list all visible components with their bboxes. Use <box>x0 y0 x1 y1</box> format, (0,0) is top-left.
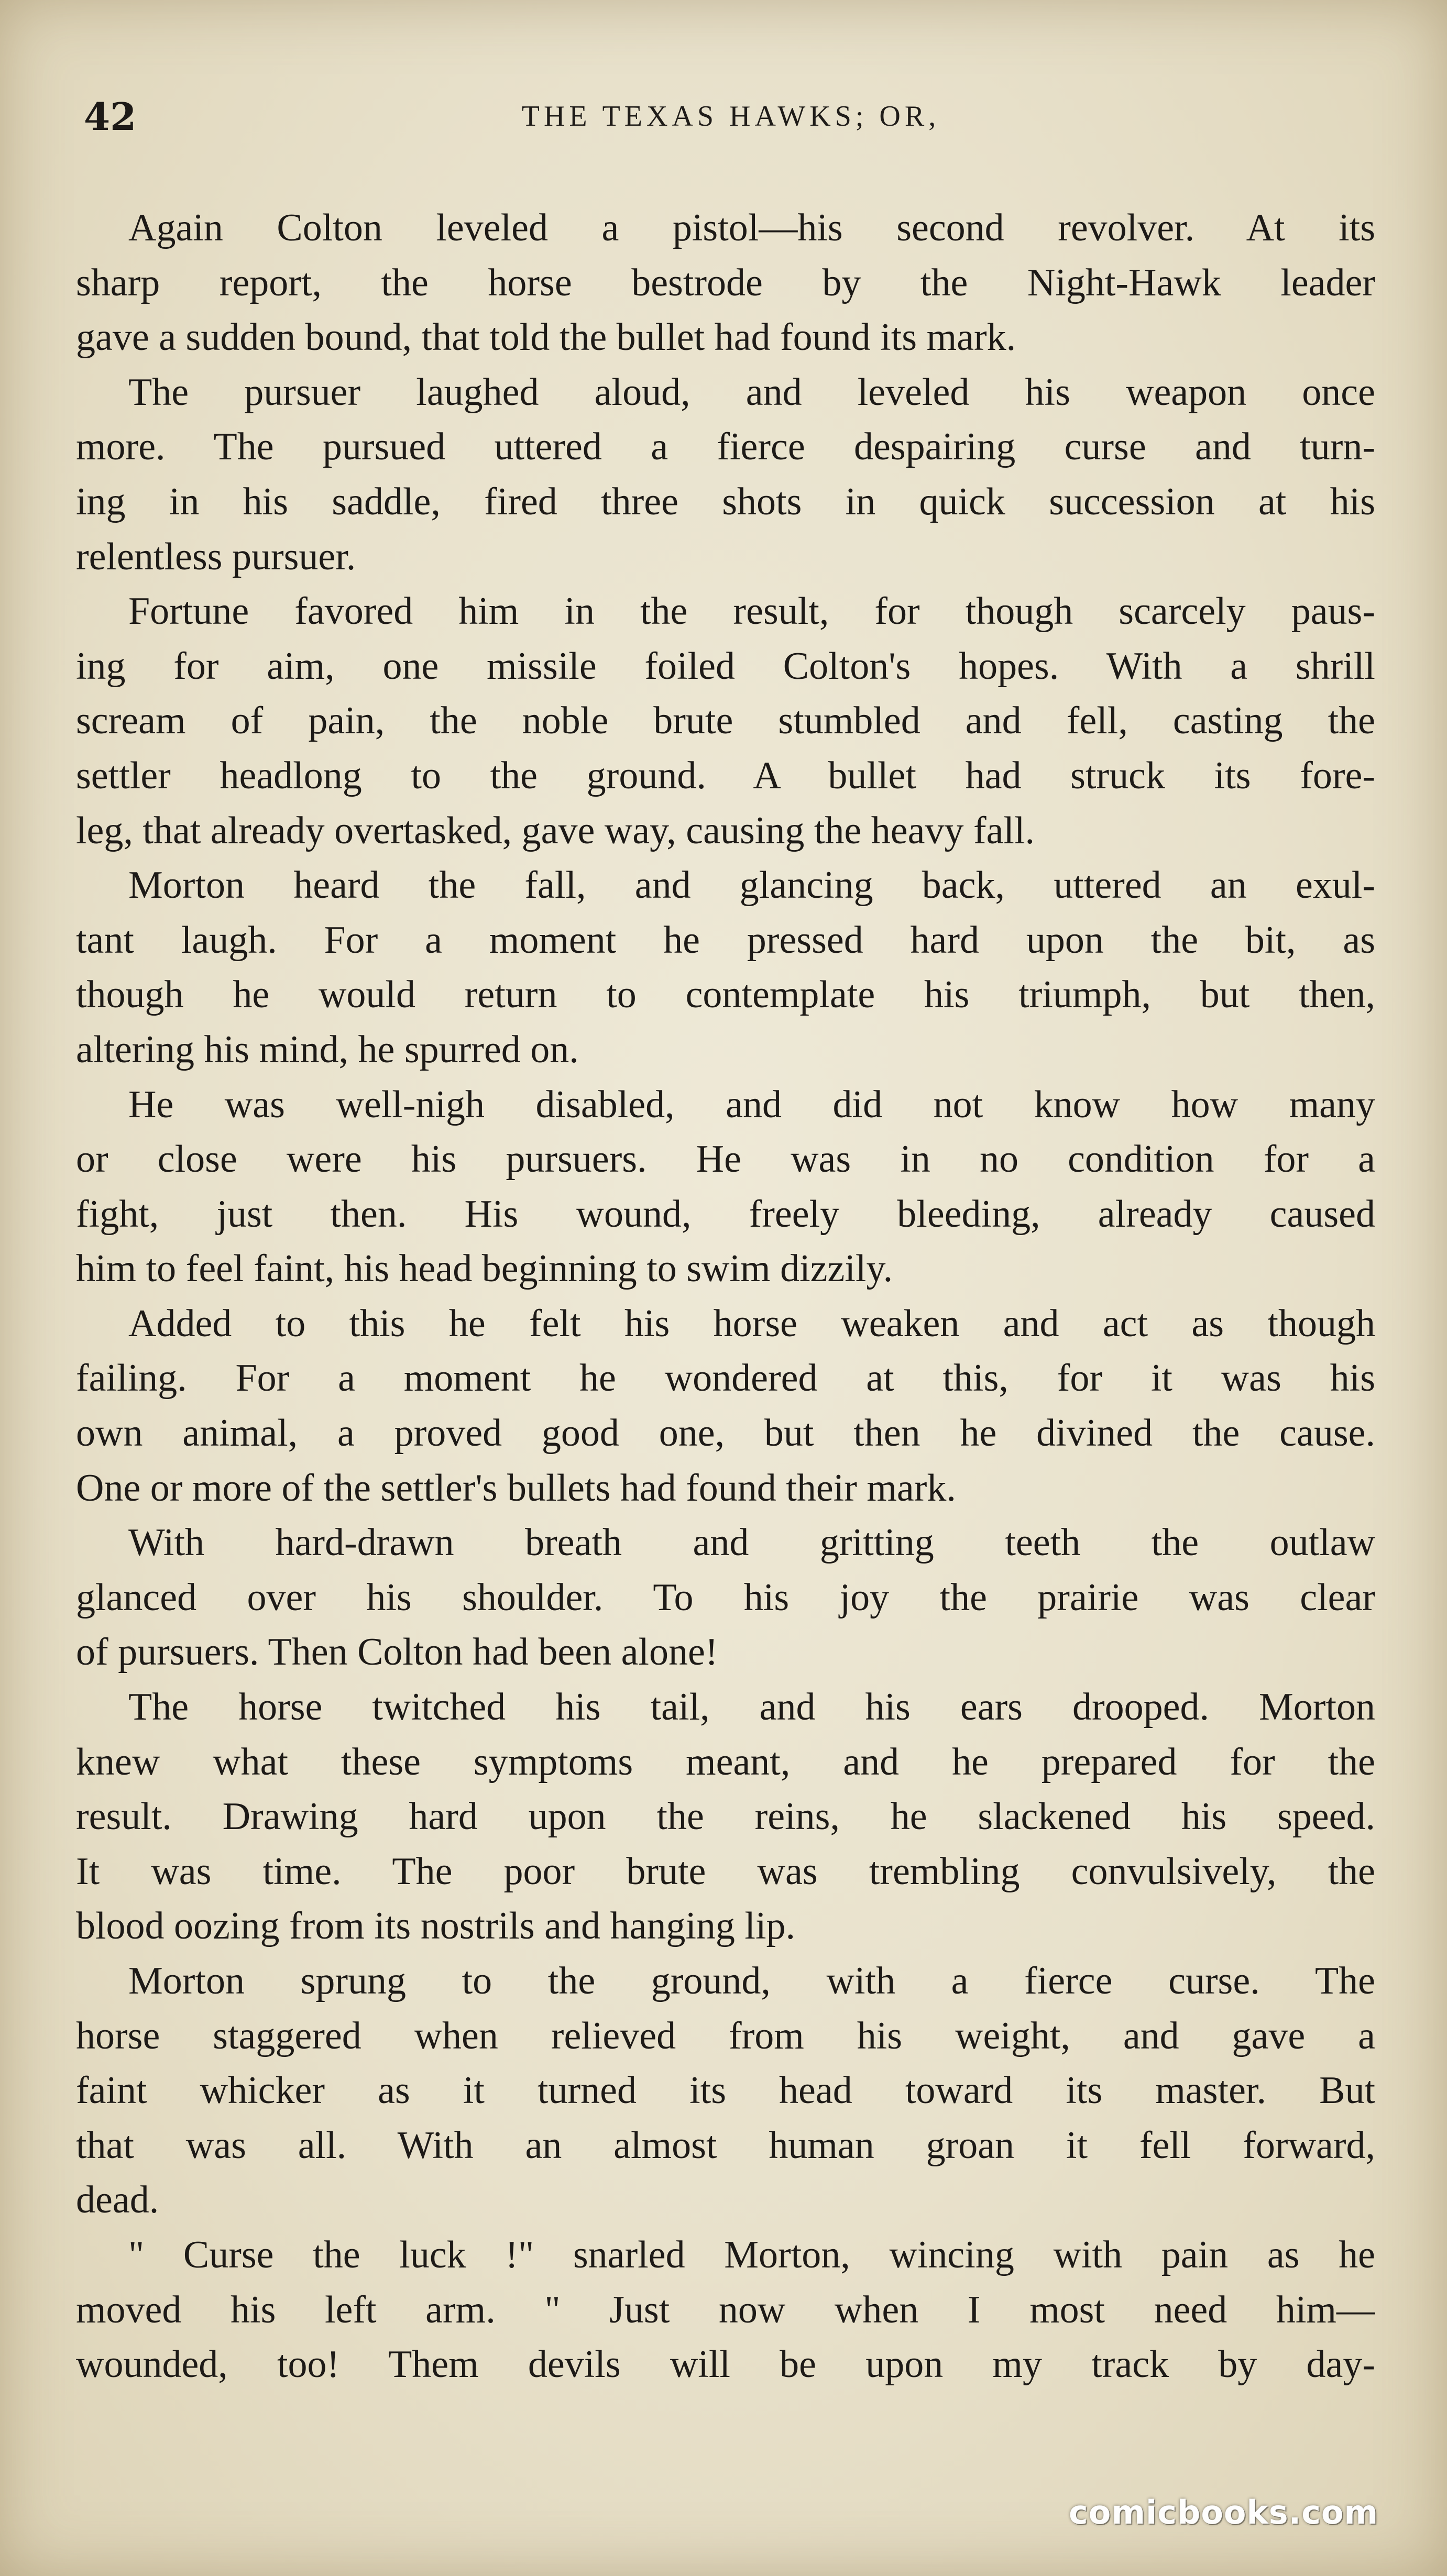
text-line: Morton sprung to the ground, with a fierce curse. The <box>128 1959 1375 2002</box>
text-line: horse staggered when relieved from his weight, and gave a <box>76 2014 1375 2057</box>
text-line: or close were his pursuers. He was in no condition for a <box>76 1138 1375 1181</box>
page-number: 42 <box>84 94 137 139</box>
text-line: own animal, a proved good one, but then he divined the cause. <box>76 1412 1375 1455</box>
text-line: settler headlong to the ground. A bullet had struck its fore- <box>76 754 1375 797</box>
body-text <box>76 201 1375 2392</box>
text-line: The horse twitched his tail, and his ears drooped. Morton <box>128 1686 1375 1729</box>
text-line: moved his left arm. " Just now when I most need him— <box>76 2288 1375 2331</box>
text-line: Fortune favored him in the result, for though scarcely paus- <box>128 590 1375 633</box>
text-line: tant laugh. For a moment he pressed hard upon the bit, as <box>76 918 1375 962</box>
paragraph <box>76 201 1375 365</box>
text-line: He was well-nigh disabled, and did not know how many <box>128 1083 1375 1126</box>
text-line: result. Drawing hard upon the reins, he slackened his speed. <box>76 1795 1375 1839</box>
text-line: One or more of the settler's bullets had found their mark. <box>76 1466 956 1510</box>
paragraph <box>76 1680 1375 1954</box>
text-line: scream of pain, the noble brute stumbled and fell, casting the <box>76 699 1375 743</box>
text-line: blood oozing from its nostrils and hanging lip. <box>76 1905 796 1948</box>
text-line: glanced over his shoulder. To his joy the prairie was clear <box>76 1576 1375 1619</box>
text-line: more. The pursued uttered a fierce despairing curse and turn- <box>76 425 1375 469</box>
paragraph <box>76 365 1375 584</box>
paragraph <box>76 1296 1375 1515</box>
running-head: THE TEXAS HAWKS; OR, <box>521 100 940 133</box>
text-line: him to feel faint, his head beginning to swim dizzily. <box>76 1247 893 1291</box>
text-line: sharp report, the horse bestrode by the Night-Hawk leader <box>76 261 1375 304</box>
text-line: Again Colton leveled a pistol—his second revolver. At its <box>128 206 1375 249</box>
text-line: Morton heard the fall, and glancing back, uttered an exul- <box>128 864 1375 907</box>
paragraph <box>76 584 1375 858</box>
paragraph <box>76 2228 1375 2392</box>
text-line: dead. <box>76 2178 159 2222</box>
text-line: though he would return to contemplate his triumph, but then, <box>76 973 1375 1017</box>
text-line: The pursuer laughed aloud, and leveled his weapon once <box>128 370 1375 414</box>
text-line: failing. For a moment he wondered at this, for it was his <box>76 1357 1375 1400</box>
text-line: Added to this he felt his horse weaken and act as though <box>128 1302 1375 1345</box>
watermark-text: comicbooks.com <box>1069 2493 1379 2531</box>
text-line: altering his mind, he spurred on. <box>76 1028 579 1071</box>
text-line: ing in his saddle, fired three shots in quick succession at his <box>76 480 1375 523</box>
text-line: It was time. The poor brute was trembling convulsively, the <box>76 1850 1375 1893</box>
page-header <box>84 84 1378 147</box>
text-line: With hard-drawn breath and gritting teeth the outlaw <box>128 1521 1375 1565</box>
paragraph <box>76 1954 1375 2228</box>
text-line: that was all. With an almost human groan it fell forward, <box>76 2123 1375 2167</box>
paragraph <box>76 1515 1375 1680</box>
text-line: " Curse the luck !" snarled Morton, wincing with pain as he <box>128 2233 1375 2276</box>
paragraph <box>76 858 1375 1077</box>
text-line: of pursuers. Then Colton had been alone! <box>76 1631 718 1674</box>
text-line: gave a sudden bound, that told the bullet had found its mark. <box>76 316 1016 359</box>
paragraph <box>76 1077 1375 1296</box>
text-line: leg, that already overtasked, gave way, causing the heavy fall. <box>76 809 1035 852</box>
text-line: faint whicker as it turned its head toward its master. But <box>76 2069 1375 2112</box>
text-line: knew what these symptoms meant, and he prepared for the <box>76 1740 1375 1784</box>
text-line: relentless pursuer. <box>76 535 356 578</box>
text-line: fight, just then. His wound, freely bleeding, already caused <box>76 1192 1375 1236</box>
text-line: wounded, too! Them devils will be upon my track by day- <box>76 2343 1375 2386</box>
text-line: ing for aim, one missile foiled Colton's hopes. With a shrill <box>76 644 1375 688</box>
